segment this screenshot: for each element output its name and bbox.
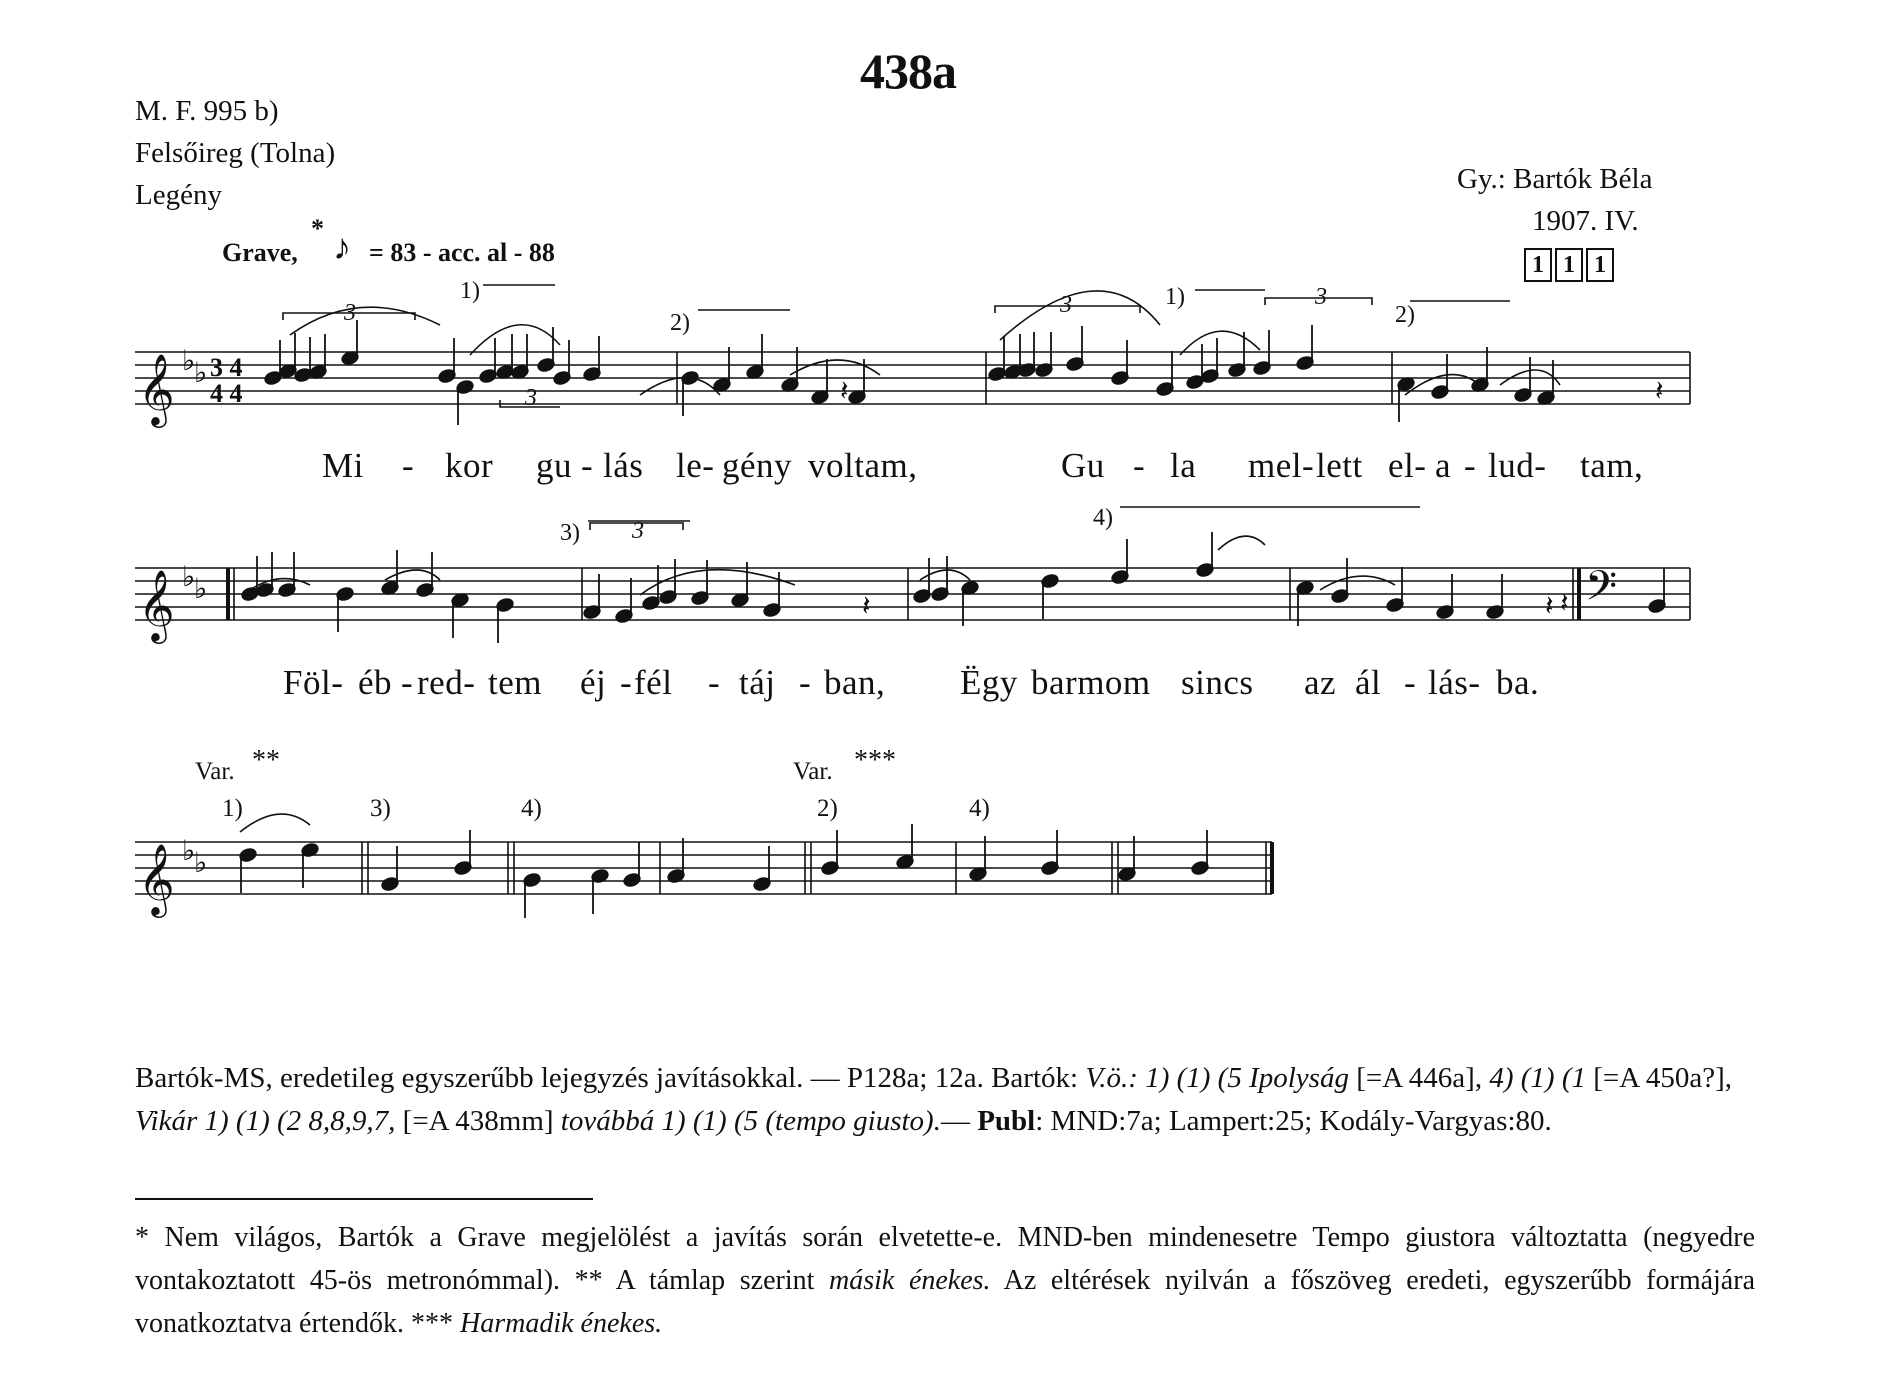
- time-signature-top: 3 4: [210, 353, 243, 382]
- lyric-syllable: red-: [417, 663, 476, 702]
- box-mark: 1: [1555, 248, 1583, 282]
- variant-marker: 2): [670, 310, 690, 336]
- lyric-syllable: éb: [358, 663, 393, 702]
- lyric-syllable: voltam,: [808, 446, 918, 485]
- tempo-term: Grave,: [222, 238, 298, 267]
- page-number: 438a: [860, 43, 956, 99]
- variant-marker: 4): [521, 795, 542, 822]
- rest-icon: 𝄽: [1545, 589, 1554, 622]
- tempo-asterisk: *: [311, 214, 324, 243]
- lyric-syllable: éj: [580, 663, 607, 702]
- tuplet-label: 3: [525, 385, 537, 411]
- flat-icon: ♭: [194, 572, 208, 605]
- staff-1: [135, 352, 1690, 404]
- lyric-syllable: lás: [603, 446, 644, 485]
- lyric-syllable: Ëgy: [960, 663, 1018, 702]
- rest-icon: 𝄽: [1560, 586, 1569, 619]
- lyric-syllable: la: [1170, 446, 1197, 485]
- lyric-syllable: -: [1404, 663, 1417, 702]
- lyric-syllable: táj: [739, 663, 776, 702]
- notes-italic: továbbá 1) (1) (5 (tempo giusto).: [560, 1105, 941, 1137]
- lyric-syllable: gény: [722, 446, 793, 485]
- treble-clef-icon: 𝄞: [138, 352, 175, 425]
- collector-date: 1907. IV.: [1532, 205, 1639, 237]
- notes-italic: Vikár 1) (1) (2 8,8,9,7,: [135, 1105, 396, 1137]
- lyric-syllable: ál: [1355, 663, 1382, 702]
- lyric-syllable: az: [1304, 663, 1337, 702]
- notes-bold: Publ: [977, 1105, 1036, 1137]
- time-signature-bottom: 4 4: [210, 379, 243, 408]
- lyric-syllable: lud-: [1488, 446, 1547, 485]
- variant-stars: **: [252, 745, 280, 776]
- lyric-syllable: tam,: [1580, 446, 1644, 485]
- bass-clef-icon: 𝄢: [1585, 562, 1618, 620]
- notes-text: Bartók-MS, eredetileg egyszerűbb lejegyzés javításokkal. — P128a; 12a. Bartók:: [135, 1062, 1086, 1094]
- tuplet-label: 3: [1315, 284, 1327, 310]
- lyric-syllable: Gu: [1061, 446, 1105, 485]
- rest-icon: 𝄽: [862, 589, 871, 622]
- lyric-syllable: -: [401, 663, 414, 702]
- lyric-syllable: -: [402, 446, 415, 485]
- source-catalog: M. F. 995 b): [135, 95, 279, 127]
- notes-text: : MND:7a; Lampert:25; Kodály-Vargyas:80.: [1035, 1105, 1552, 1137]
- lyric-syllable: -: [1464, 446, 1477, 485]
- lyric-syllable: Mi: [322, 446, 364, 485]
- variant-marker: 1): [222, 795, 243, 822]
- eighth-note-icon: ♪: [333, 227, 351, 267]
- footnote-text: Az eltérések nyilván a főszöveg eredeti, egyszerűbb formájára vonatkoztatva értendők. ***: [135, 1265, 1755, 1339]
- lyric-syllable: -: [581, 446, 594, 485]
- lyric-syllable: -: [620, 663, 633, 702]
- flat-icon: ♭: [182, 834, 196, 867]
- flat-icon: ♭: [182, 344, 196, 377]
- source-notes: [135, 1057, 1755, 1143]
- lyric-syllable: fél: [634, 663, 673, 702]
- lyric-syllable: tem: [488, 663, 542, 702]
- rest-icon: 𝄽: [1655, 374, 1664, 407]
- lyric-syllable: Föl-: [283, 663, 344, 702]
- staff-2: [135, 568, 1690, 620]
- variant-marker: 2): [1395, 302, 1415, 328]
- footnote-text: * Nem világos, Bartók a Grave megjelölést a javítás során elvetette-e. MND-ben mindenesetre Tempo giustora változtatta (negyedre vontakoztatott 45-ös metronómmal). ** A támlap szerint: [135, 1222, 1755, 1296]
- collector-name: Gy.: Bartók Béla: [1457, 163, 1653, 195]
- variant-label: Var.: [793, 758, 833, 785]
- lyric-syllable: ba.: [1496, 663, 1540, 702]
- notes-italic: V.ö.: 1) (1) (5 Ipolyság: [1085, 1062, 1349, 1094]
- lyric-syllable: a: [1435, 446, 1452, 485]
- variant-marker: 1): [460, 278, 480, 304]
- notes-text: [=A 446a],: [1348, 1062, 1490, 1094]
- tuplet-label: 3: [344, 300, 356, 326]
- lyric-syllable: ban,: [824, 663, 886, 702]
- footnote-divider: [135, 1198, 593, 1200]
- flat-icon: ♭: [194, 356, 208, 389]
- box-mark: 1: [1524, 248, 1552, 282]
- footnote: [135, 1216, 1755, 1345]
- lyric-syllable: barmom: [1031, 663, 1151, 702]
- rest-icon: 𝄽: [840, 374, 849, 407]
- notes-text: —: [940, 1105, 978, 1137]
- tuplet-label: 3: [632, 518, 644, 544]
- notes-text: [=A 438mm]: [395, 1105, 561, 1137]
- notes-text: [=A 450a?],: [1585, 1062, 1732, 1094]
- variant-stars: ***: [854, 745, 896, 776]
- variant-marker: 3): [560, 520, 580, 546]
- lyric-syllable: lás-: [1428, 663, 1481, 702]
- lyric-syllable: -: [708, 663, 721, 702]
- lyric-syllable: gu: [536, 446, 572, 485]
- variant-marker: 4): [969, 795, 990, 822]
- flat-icon: ♭: [194, 846, 208, 879]
- lyric-syllable: -: [1133, 446, 1146, 485]
- tuplet-label: 3: [1060, 292, 1072, 318]
- variant-marker: 4): [1093, 505, 1113, 531]
- box-mark: 1: [1586, 248, 1614, 282]
- variant-label: Var.: [195, 758, 235, 785]
- footnote-italic: másik énekes.: [829, 1265, 991, 1296]
- lyric-syllable: mel-: [1248, 446, 1315, 485]
- source-place: Felsőireg (Tolna): [135, 137, 336, 169]
- notes-italic: 4) (1) (1: [1489, 1062, 1586, 1094]
- flat-icon: ♭: [182, 560, 196, 593]
- variant-marker: 2): [817, 795, 838, 822]
- tempo-metronome: = 83 - acc. al - 88: [369, 238, 555, 267]
- variant-marker: 1): [1165, 284, 1185, 310]
- lyric-syllable: -: [799, 663, 812, 702]
- lyric-syllable: le-: [676, 446, 715, 485]
- treble-clef-icon: 𝄞: [138, 842, 175, 915]
- lyric-syllable: lett: [1316, 446, 1363, 485]
- lyric-syllable: el-: [1388, 446, 1427, 485]
- lyric-syllable: kor: [445, 446, 494, 485]
- treble-clef-icon: 𝄞: [138, 568, 175, 641]
- source-singer: Legény: [135, 179, 222, 211]
- variant-marker: 3): [370, 795, 391, 822]
- lyric-syllable: sincs: [1181, 663, 1254, 702]
- footnote-italic: Harmadik énekes.: [460, 1308, 663, 1339]
